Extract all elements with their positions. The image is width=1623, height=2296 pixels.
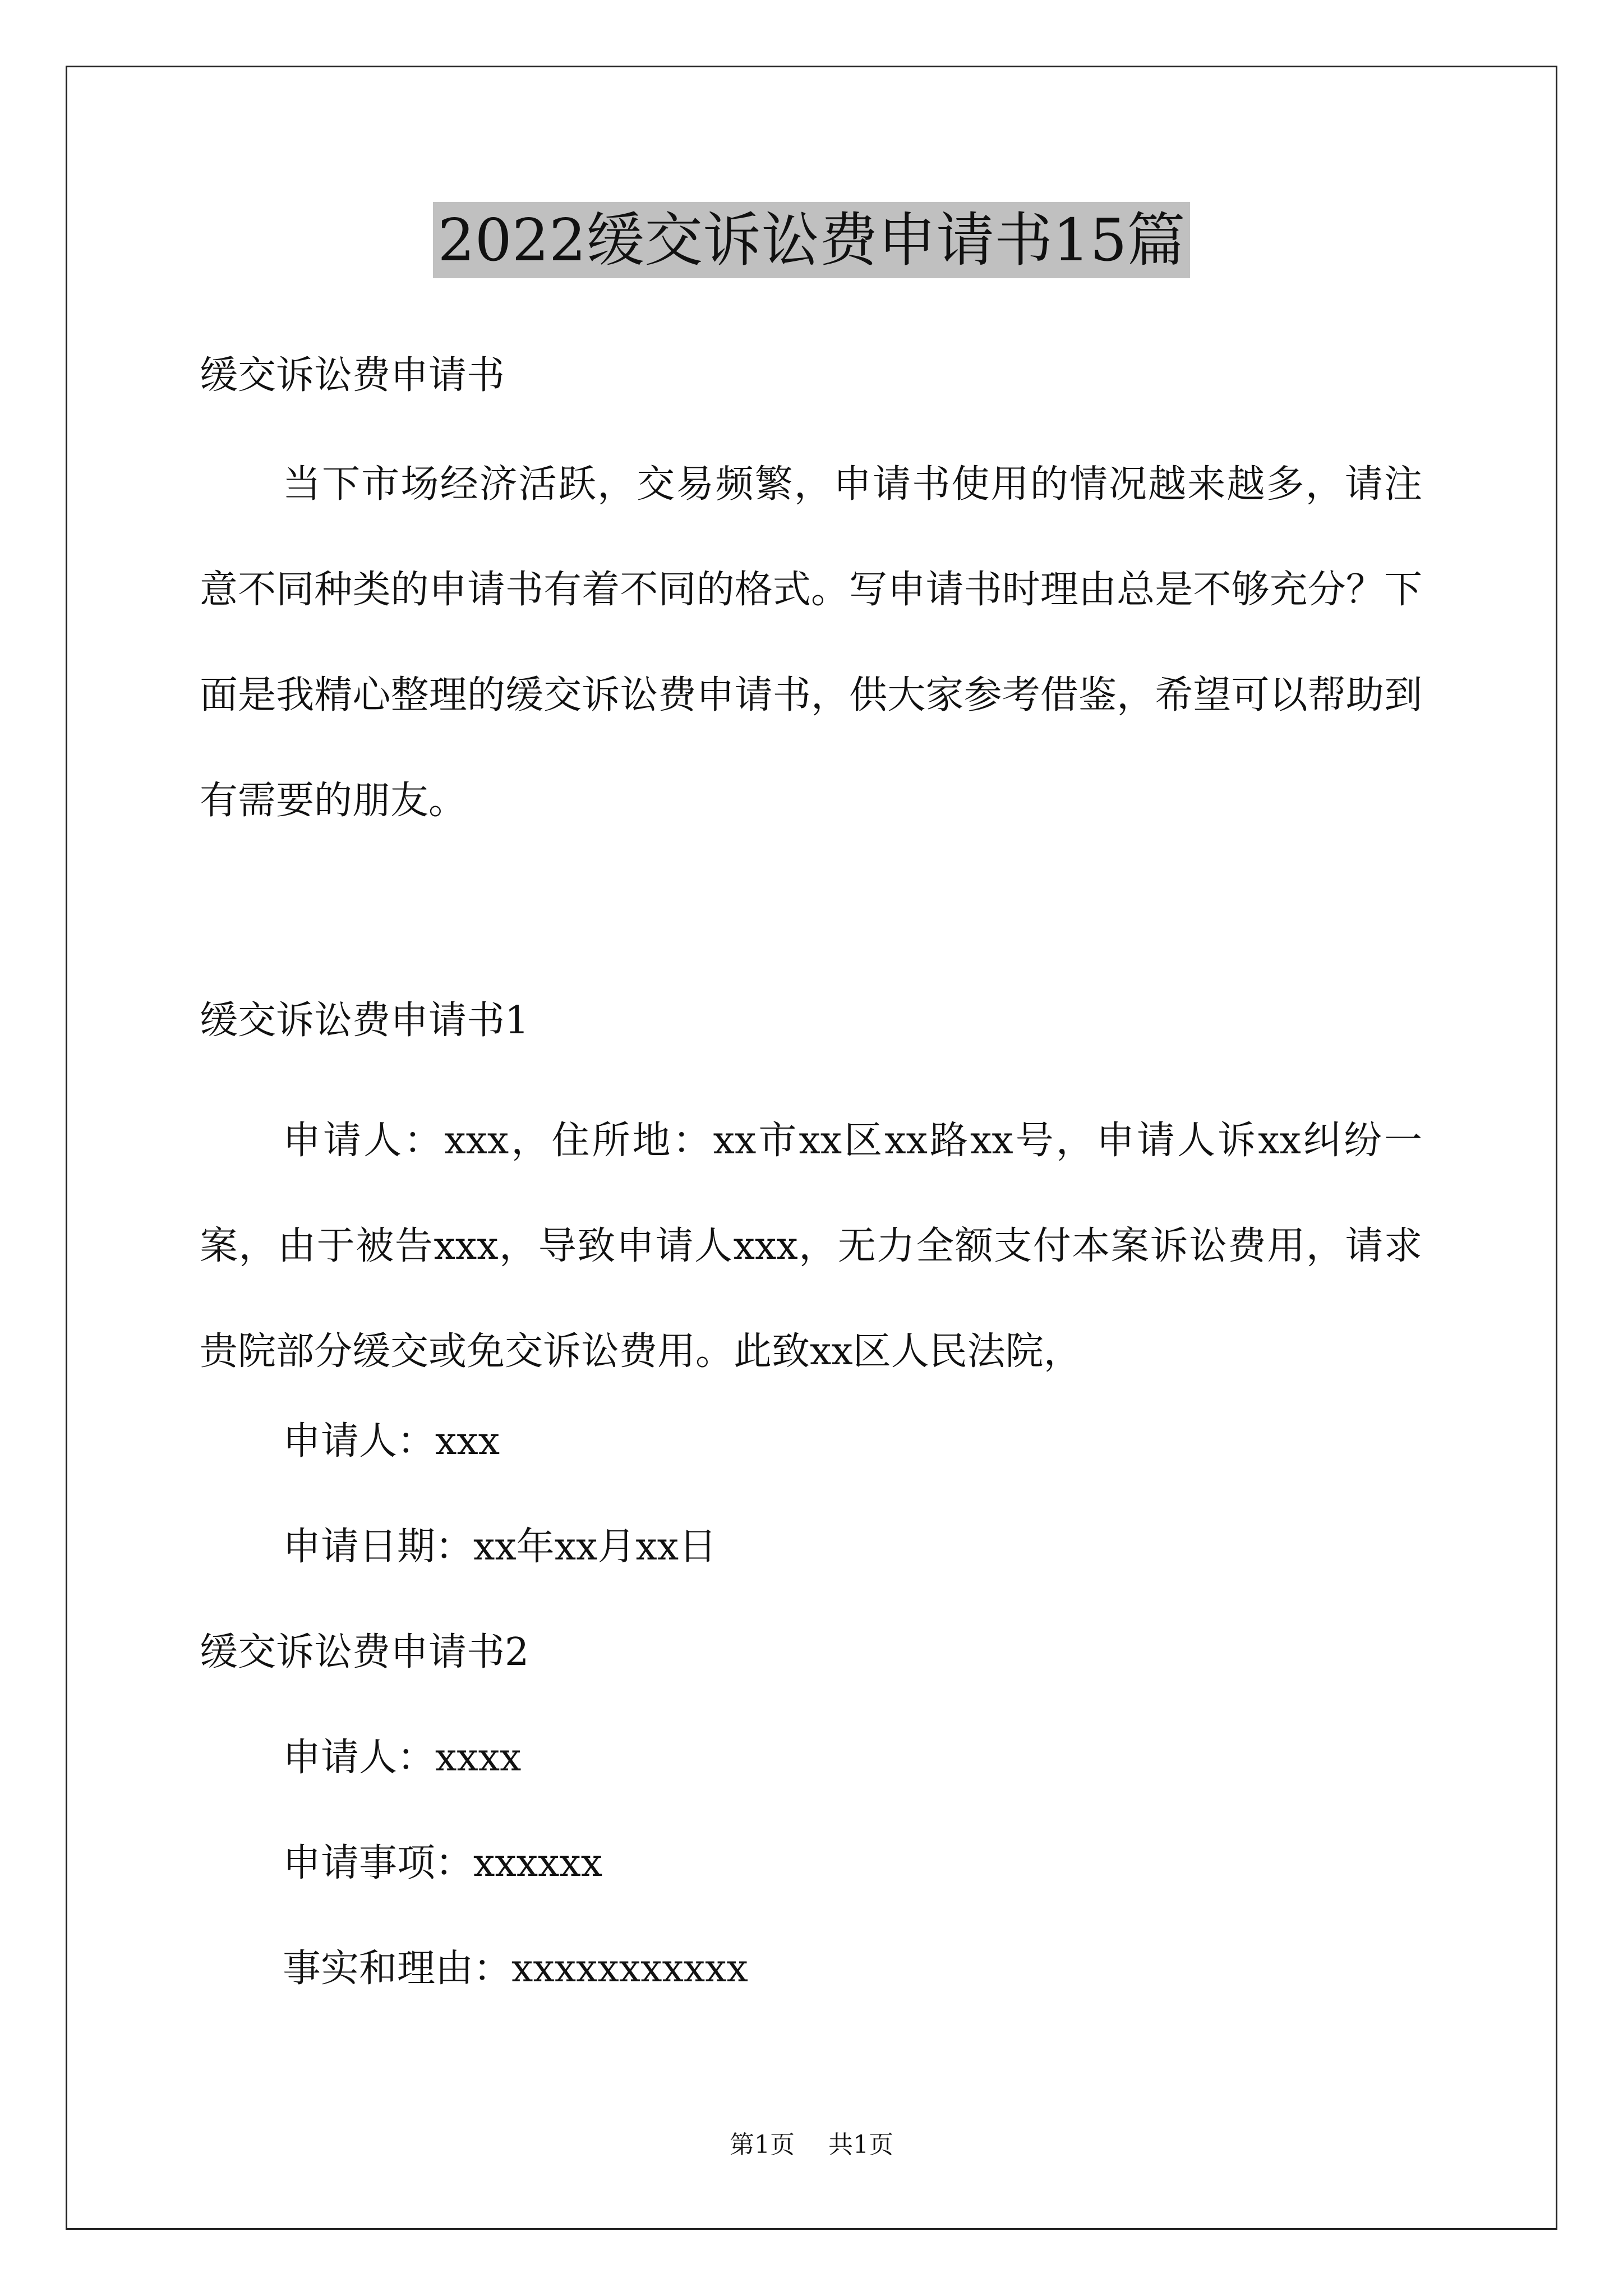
section1-heading: 缓交诉讼费申请书1 bbox=[200, 999, 529, 1043]
title-container bbox=[0, 202, 1623, 278]
section2-facts: 事实和理由：xxxxxxxxxxx bbox=[283, 1947, 748, 1991]
page-number-total: 共1页 bbox=[828, 2131, 893, 2159]
page-footer bbox=[0, 2129, 1623, 2161]
document-title: 2022缓交诉讼费申请书15篇 bbox=[433, 202, 1189, 278]
section2-heading: 缓交诉讼费申请书2 bbox=[200, 1630, 529, 1674]
intro-paragraph: 当下市场经济活跃，交易频繁，申请书使用的情况越来越多，请注意不同种类的申请书有着不同的格式。写申请书时理由总是不够充分？下面是我精心整理的缓交诉讼费申请书，供大家参考借鉴，希望可以帮助到有需要的朋友。 bbox=[200, 462, 1422, 823]
intro-heading: 缓交诉讼费申请书 bbox=[200, 353, 505, 398]
section1-date: 申请日期：xx年xx月xx日 bbox=[283, 1525, 717, 1569]
section2-matter: 申请事项：xxxxxx bbox=[283, 1841, 603, 1885]
section1-applicant: 申请人：xxx bbox=[283, 1419, 500, 1464]
section2-applicant: 申请人：xxxx bbox=[283, 1736, 522, 1780]
page-number-current: 第1页 bbox=[730, 2131, 795, 2159]
section1-body: 申请人：xxx，住所地：xx市xx区xx路xx号，申请人诉xx纠纷一案，由于被告xxx，导致申请人xxx，无力全额支付本案诉讼费用，请求贵院部分缓交或免交诉讼费用。此致xx区人民法院， bbox=[200, 1119, 1422, 1374]
